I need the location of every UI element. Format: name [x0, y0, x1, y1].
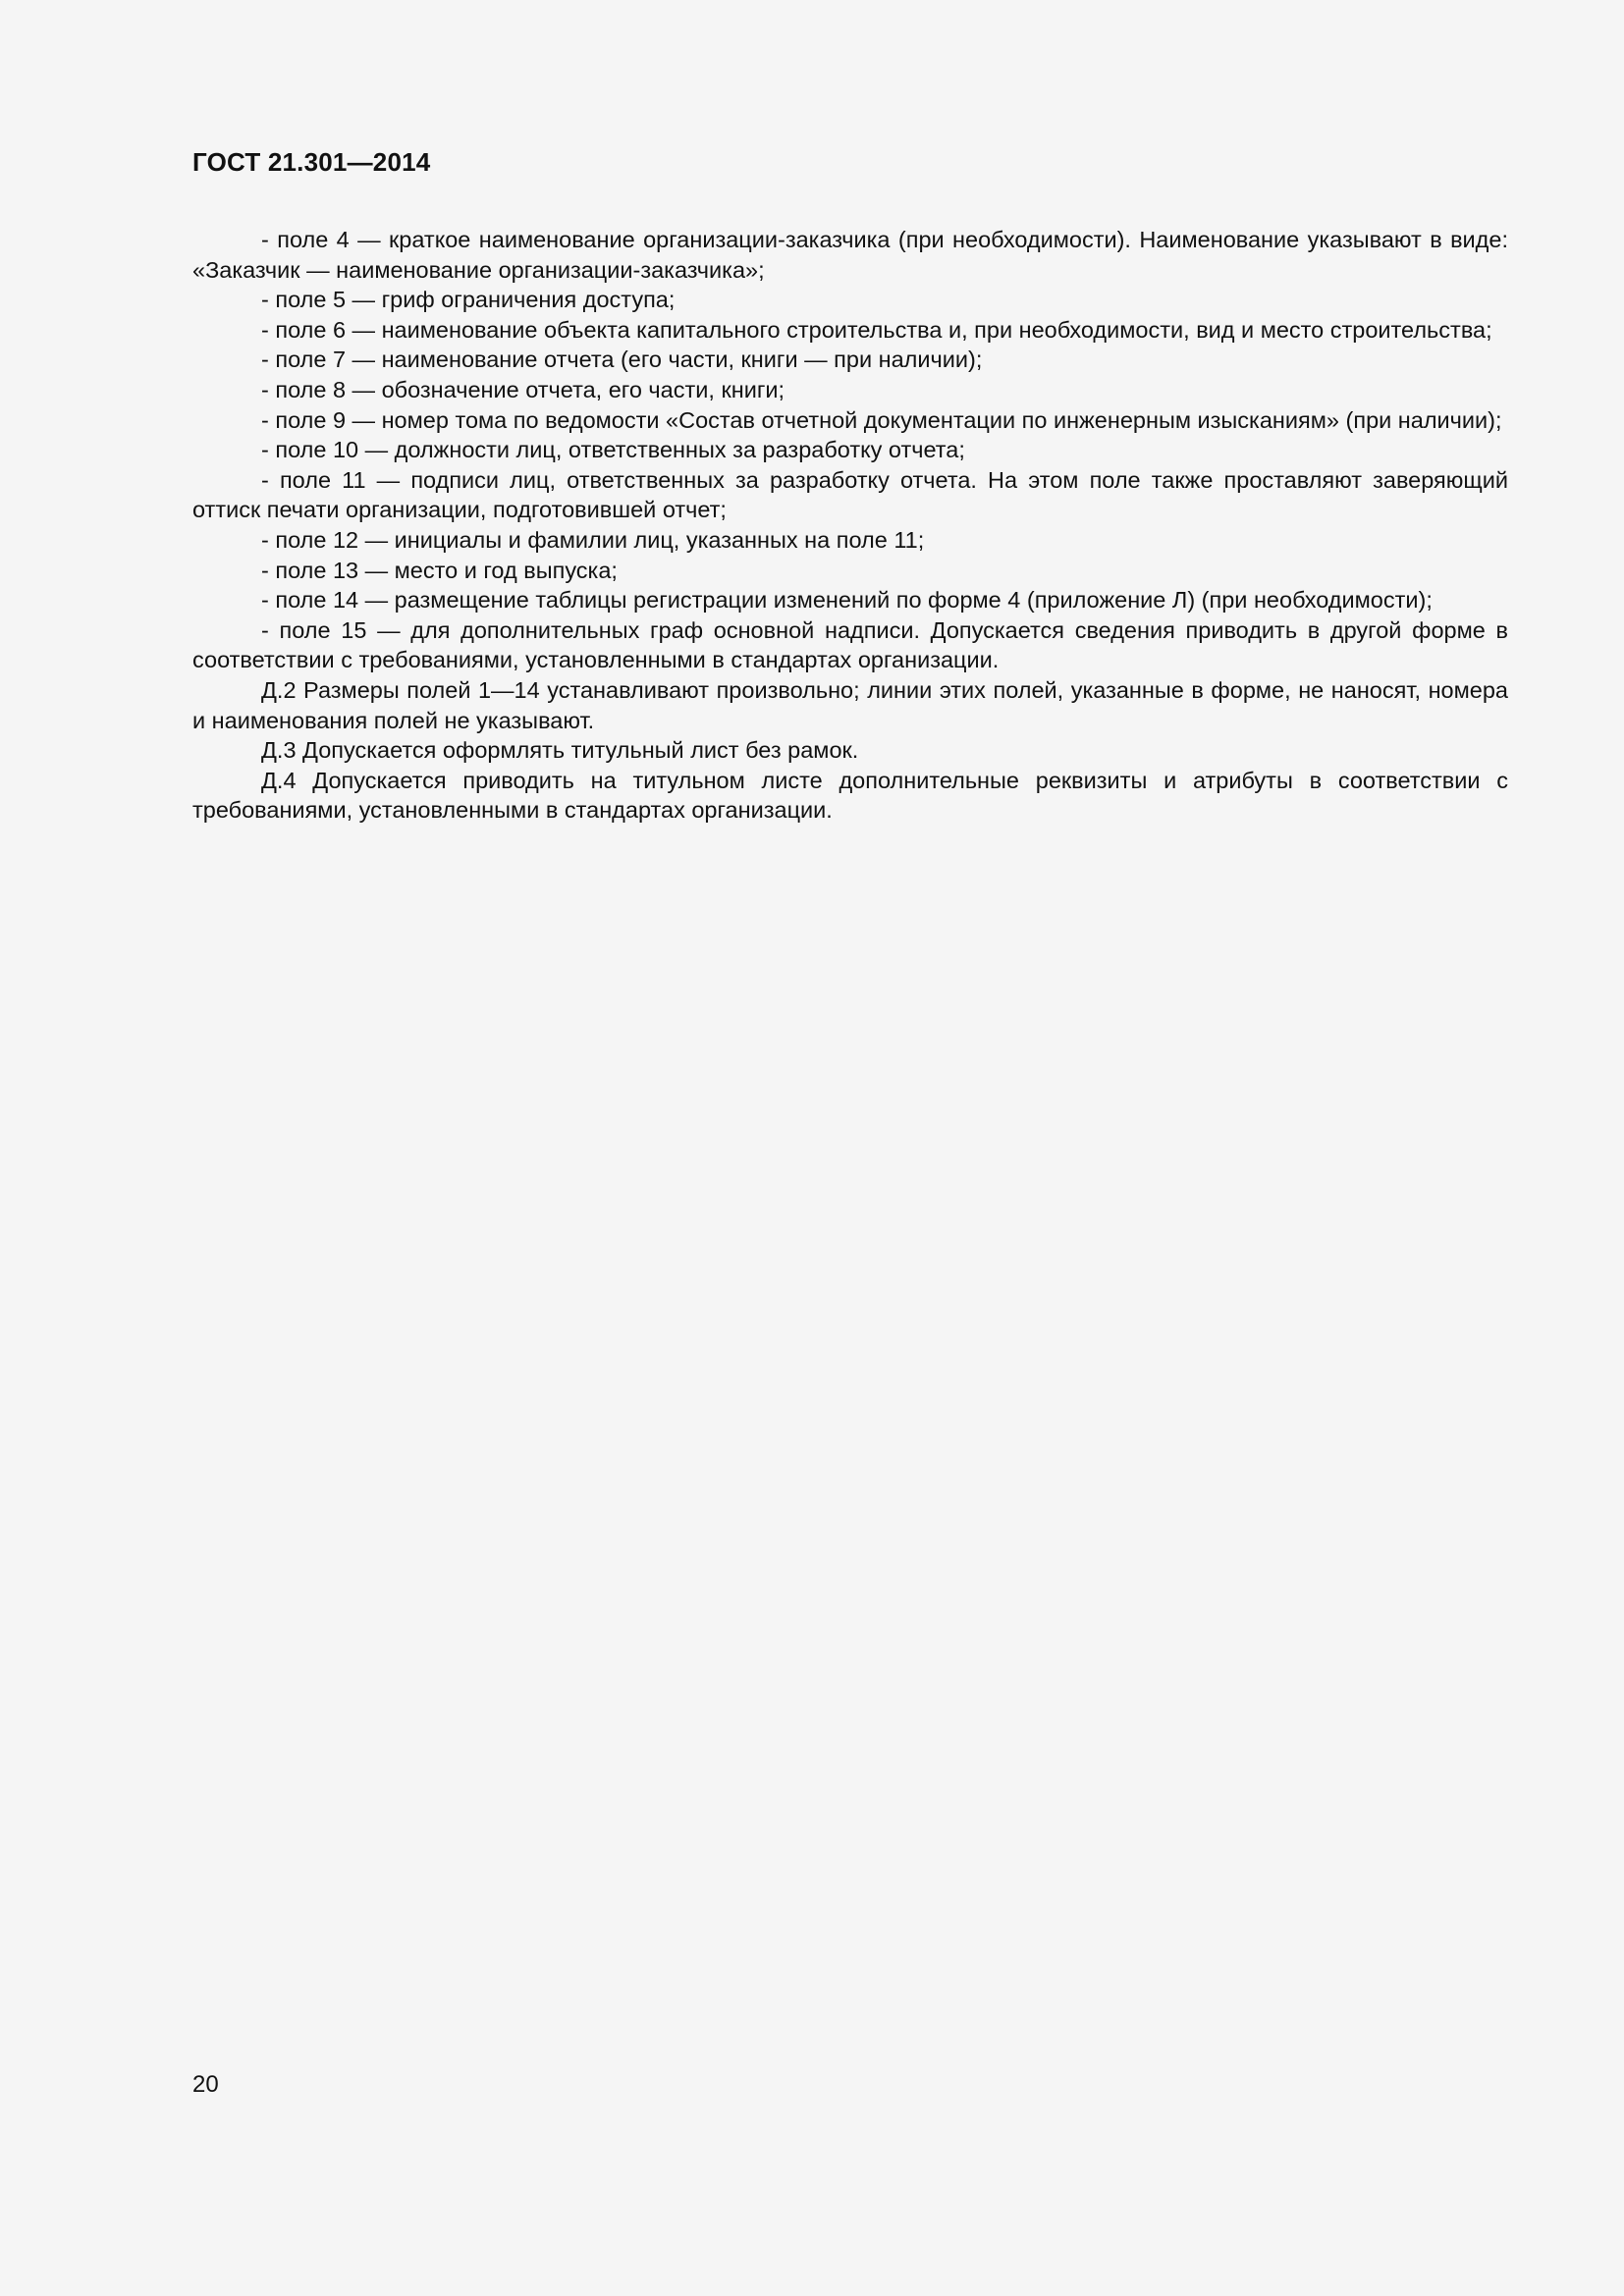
paragraph-field-8: - поле 8 — обозначение отчета, его части, книги; [261, 376, 785, 402]
document-header: ГОСТ 21.301—2014 [192, 147, 431, 177]
paragraph-field-12: - поле 12 — инициалы и фамилии лиц, указанных на поле 11; [261, 526, 925, 553]
paragraph-field-13: - поле 13 — место и год выпуска; [261, 557, 618, 583]
paragraph-field-6: - поле 6 — наименование объекта капитального строительства и, при необходимости, вид и место строительства; [261, 316, 1492, 343]
paragraph-field-15: - поле 15 — для дополнительных граф основной надписи. Допускается сведения приводить в другой форме в соответствии с требованиями, установленными в стандартах организации. [192, 616, 1508, 673]
paragraph-field-14: - поле 14 — размещение таблицы регистрации изменений по форме 4 (приложение Л) (при необходимости); [261, 587, 1433, 614]
paragraph-field-9: - поле 9 — номер тома по ведомости «Состав отчетной документации по инженерным изысканиям» (при наличии); [261, 406, 1502, 433]
paragraph-field-5: - поле 5 — гриф ограничения доступа; [261, 287, 676, 313]
paragraph-field-4: - поле 4 — краткое наименование организации-заказчика (при необходимости). Наименование указывают в виде: «Заказчик — наименование организации-заказчика»; [192, 227, 1508, 283]
paragraph-field-10: - поле 10 — должности лиц, ответственных за разработку отчета; [261, 437, 965, 463]
paragraph-field-11: - поле 11 — подписи лиц, ответственных за разработку отчета. На этом поле также проставляют заверяющий оттиск печати организации, подготовившей отчет; [192, 466, 1508, 523]
paragraph-d3: Д.3 Допускается оформлять титульный лист без рамок. [261, 737, 859, 764]
paragraph-field-7: - поле 7 — наименование отчета (его части, книги — при наличии); [261, 347, 983, 373]
page-number: 20 [192, 2071, 219, 2098]
paragraph-d2: Д.2 Размеры полей 1—14 устанавливают произвольно; линии этих полей, указанные в форме, не наносят, номера и наименования полей не указывают. [192, 676, 1508, 733]
paragraph-d4: Д.4 Допускается приводить на титульном листе дополнительные реквизиты и атрибуты в соответствии с требованиями, установленными в стандартах организации. [192, 767, 1508, 824]
document-body [192, 225, 1508, 826]
